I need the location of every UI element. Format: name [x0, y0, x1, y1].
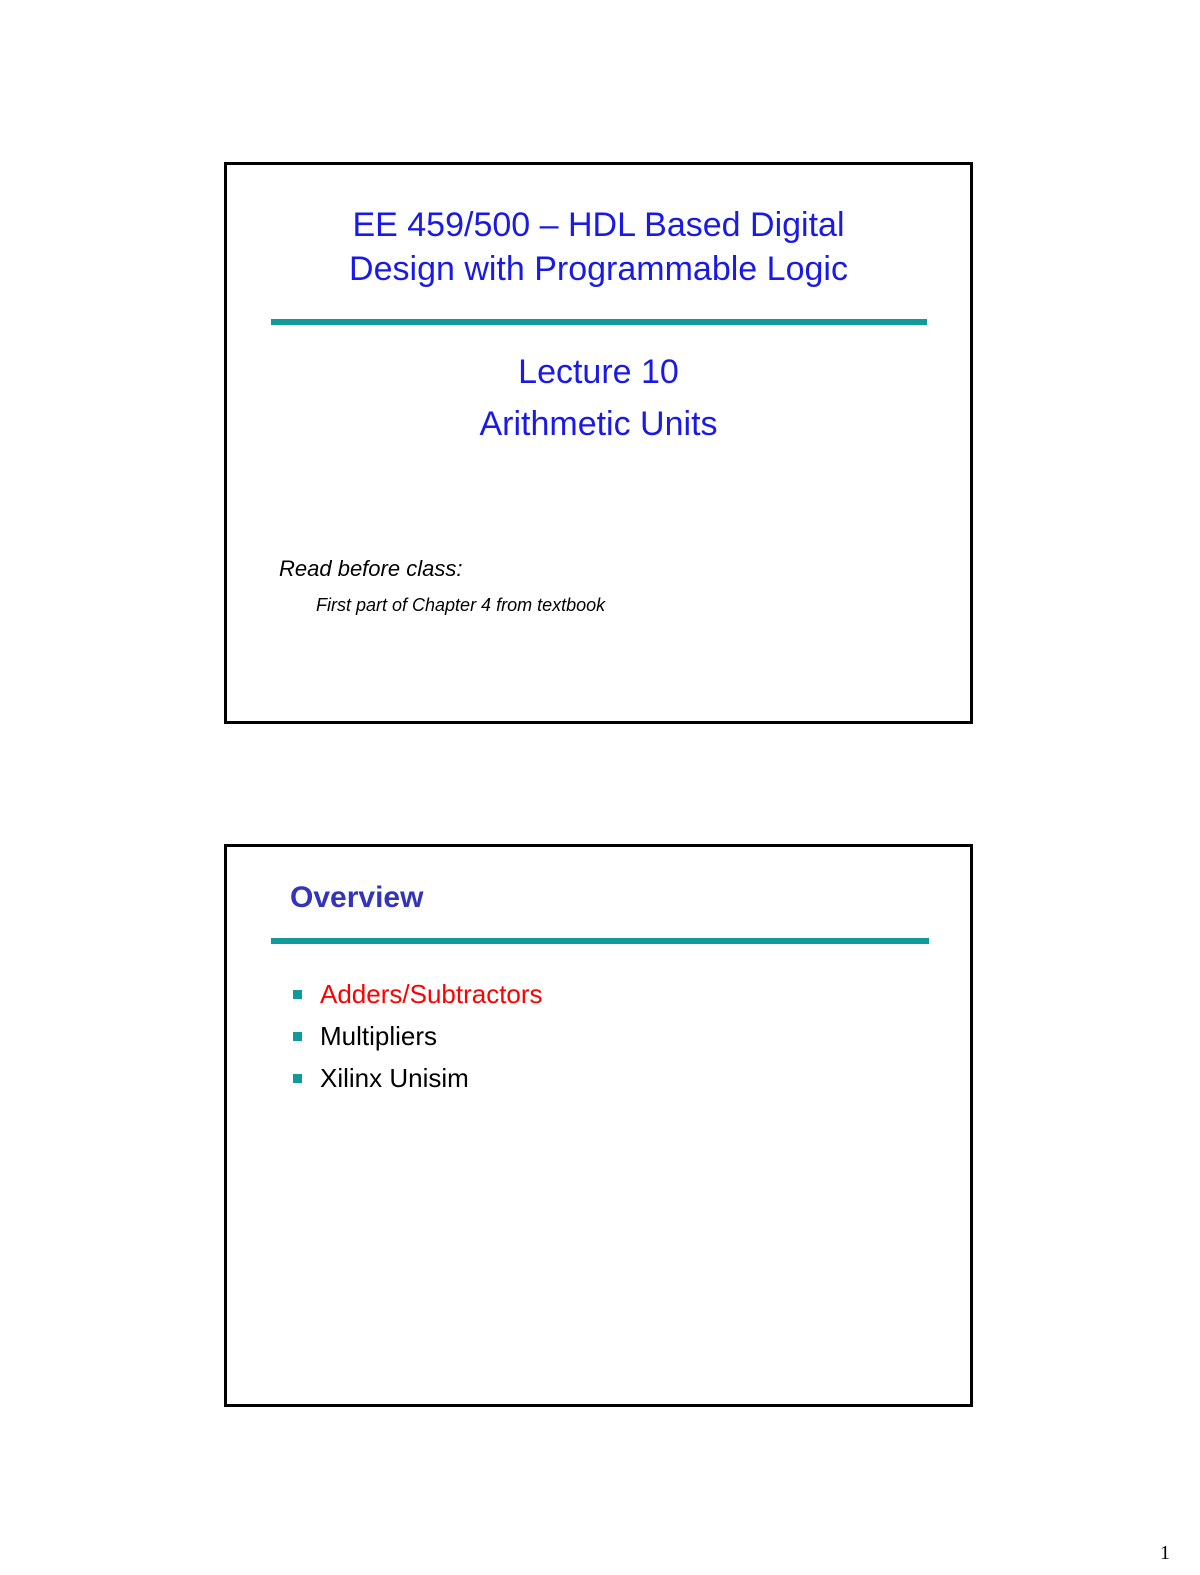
- bullet-text: Adders/Subtractors: [320, 978, 543, 1009]
- bullet-item: [293, 1015, 543, 1057]
- square-bullet-icon: [293, 1032, 302, 1041]
- square-bullet-icon: [293, 990, 302, 999]
- overview-divider: [271, 938, 929, 944]
- reading-label: Read before class:: [279, 556, 463, 581]
- overview-bullet-list: [293, 973, 543, 1099]
- title-slide: [224, 162, 973, 724]
- square-bullet-icon: [293, 1074, 302, 1083]
- lecture-number: Lecture 10: [518, 353, 679, 391]
- page-number: 1: [1160, 1542, 1170, 1564]
- bullet-item: [293, 1057, 543, 1099]
- slide-title-line-2: Design with Programmable Logic: [349, 250, 848, 288]
- slide-title-line-1: EE 459/500 – HDL Based Digital: [352, 206, 845, 244]
- bullet-text: Xilinx Unisim: [320, 1062, 469, 1093]
- reading-detail: First part of Chapter 4 from textbook: [316, 595, 606, 615]
- lecture-topic: Arithmetic Units: [479, 405, 718, 443]
- bullet-text: Multipliers: [320, 1020, 438, 1051]
- overview-title: Overview: [290, 881, 424, 914]
- overview-slide: [224, 844, 973, 1407]
- title-divider: [271, 319, 927, 325]
- bullet-item: [293, 973, 543, 1015]
